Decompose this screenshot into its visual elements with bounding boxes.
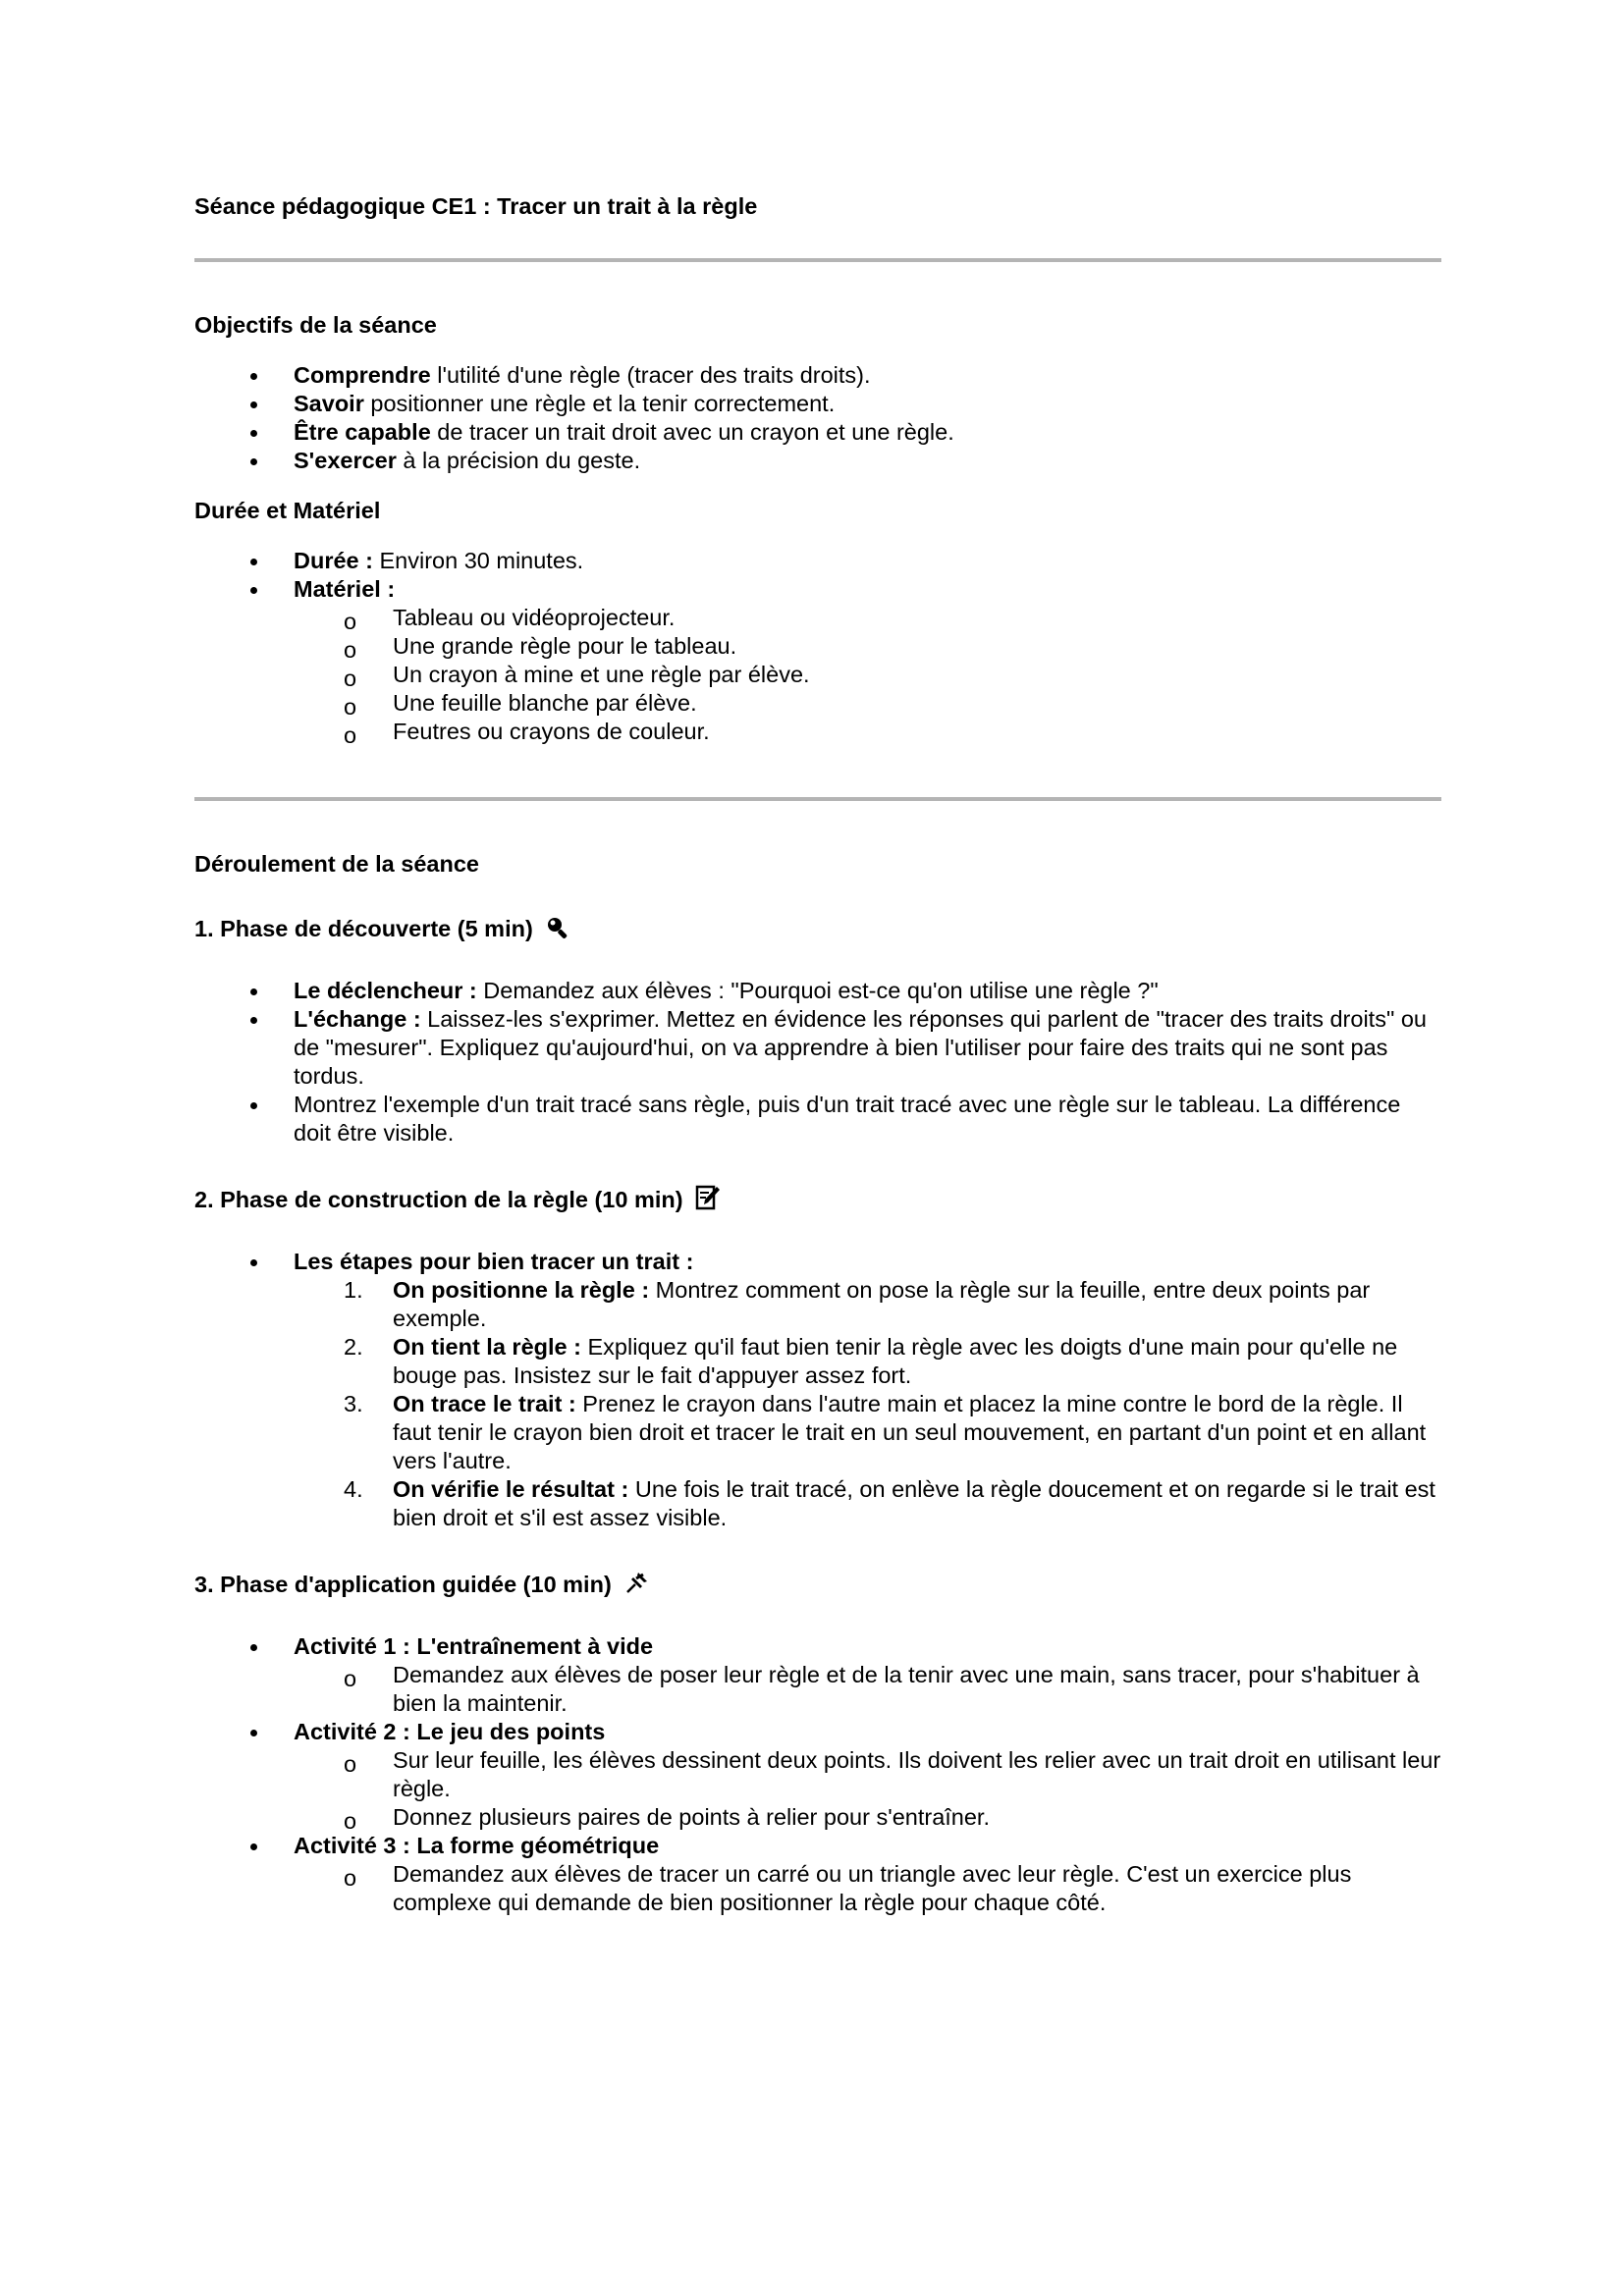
list-item [194, 418, 1441, 447]
bullet-icon [250, 401, 257, 408]
bullet-icon [250, 1644, 257, 1651]
phase2-heading-text: 2. Phase de construction de la règle (10 min) [194, 1187, 683, 1212]
bullet-icon [250, 988, 257, 995]
circle-bullet-icon: o [344, 1865, 357, 1891]
item-text: Demandez aux élèves : "Pourquoi est-ce qu'on utilise une règle ?" [476, 978, 1159, 1003]
circle-bullet-icon: o [344, 637, 357, 663]
list-item [194, 1718, 1441, 1832]
list-item [194, 575, 1441, 746]
bullet-icon [250, 1730, 257, 1736]
sub-item-text: Une grande règle pour le tableau. [393, 633, 737, 659]
list-item [194, 977, 1441, 1005]
circle-bullet-icon: o [344, 1808, 357, 1834]
bullet-icon [250, 559, 257, 565]
activity-sublist [194, 1860, 1441, 1917]
phase3-list [194, 1632, 1441, 1917]
separator [194, 797, 1441, 801]
circle-bullet-icon: o [344, 1666, 357, 1691]
step-text: Prenez le crayon dans l'autre main et placez la mine contre le bord de la règle. Il faut tenir le crayon bien droit et tracer le trait en un seul mouvement, en partant d'un point et en allant vers l'autre. [393, 1391, 1427, 1473]
sub-item-text: Tableau ou vidéoprojecteur. [393, 605, 676, 630]
bullet-icon [250, 1259, 257, 1266]
duration-list [194, 547, 1441, 746]
step-number: 2. [344, 1334, 363, 1360]
memo-pencil-icon [695, 1184, 721, 1218]
activity-sublist [194, 1661, 1441, 1718]
activity-title: Activité 1 : L'entraînement à vide [294, 1633, 654, 1659]
bullet-icon [250, 458, 257, 465]
objectives-heading: Objectifs de la séance [194, 312, 437, 338]
list-item [194, 390, 1441, 418]
sub-item [194, 1860, 1441, 1917]
sub-item-text: Donnez plusieurs paires de points à relier pour s'entraîner. [393, 1804, 990, 1830]
deroulement-heading: Déroulement de la séance [194, 851, 479, 877]
activity-sublist [194, 1746, 1441, 1832]
step-item [194, 1276, 1441, 1333]
sub-item [194, 718, 1441, 746]
sub-item-text: Un crayon à mine et une règle par élève. [393, 662, 810, 687]
item-text: Laissez-les s'exprimer. Mettez en évidence les réponses qui parlent de "tracer des traits droits" ou de "mesurer". Expliquez qu'aujourd'hui, on va apprendre à bien l'utiliser pour faire des traits qui ne sont pas tordus. [294, 1006, 1427, 1089]
pin-icon [623, 1569, 651, 1603]
item-text: l'utilité d'une règle (tracer des traits droits). [430, 362, 871, 388]
item-text: positionner une règle et la tenir correctement. [363, 391, 836, 416]
item-bold: Le déclencheur : [294, 978, 477, 1003]
sub-item [194, 661, 1441, 689]
phase2-heading [194, 1184, 1441, 1218]
step-number: 4. [344, 1476, 363, 1502]
item-bold: Comprendre [294, 362, 431, 388]
step-item [194, 1390, 1441, 1475]
step-item [194, 1475, 1441, 1532]
phase1-list [194, 977, 1441, 1148]
step-bold: On vérifie le résultat : [393, 1476, 629, 1502]
phase3-heading-text: 3. Phase d'application guidée (10 min) [194, 1572, 612, 1597]
list-item [194, 1832, 1441, 1917]
item-bold: Durée : [294, 548, 373, 573]
item-text: de tracer un trait droit avec un crayon et une règle. [430, 419, 954, 445]
list-item [194, 547, 1441, 575]
sub-item-text: Feutres ou crayons de couleur. [393, 719, 710, 744]
sub-item-text: Une feuille blanche par élève. [393, 690, 697, 716]
step-bold: On trace le trait : [393, 1391, 576, 1416]
list-item [194, 361, 1441, 390]
step-text: Expliquez qu'il faut bien tenir la règle avec les doigts d'une main pour qu'elle ne bouge pas. Insistez sur le fait d'appuyer assez fort. [393, 1334, 1398, 1388]
list-item [194, 1005, 1441, 1091]
sub-item-text: Demandez aux élèves de poser leur règle et de la tenir avec une main, sans tracer, pour s'habituer à bien la maintenir. [393, 1662, 1420, 1716]
sub-item-text: Demandez aux élèves de tracer un carré ou un triangle avec leur règle. C'est un exercice plus complexe qui demande de bien positionner la règle pour chaque côté. [393, 1861, 1352, 1915]
step-text: Une fois le trait tracé, on enlève la règle doucement et on regarde si le trait est bien droit et s'il est assez visible. [393, 1476, 1435, 1530]
circle-bullet-icon: o [344, 1751, 357, 1777]
circle-bullet-icon: o [344, 666, 357, 691]
item-bold: S'exercer [294, 448, 397, 473]
bullet-icon [250, 587, 257, 594]
sub-item [194, 632, 1441, 661]
separator [194, 258, 1441, 262]
item-bold: Matériel : [294, 576, 396, 602]
item-bold: Être capable [294, 419, 431, 445]
phase1-heading-text: 1. Phase de découverte (5 min) [194, 916, 533, 941]
step-bold: On tient la règle : [393, 1334, 581, 1360]
phase3-heading [194, 1569, 1441, 1603]
circle-bullet-icon: o [344, 609, 357, 634]
phase2-list [194, 1248, 1441, 1532]
list-item [194, 1248, 1441, 1532]
list-item [194, 1091, 1441, 1148]
objectives-list [194, 361, 1441, 475]
activity-title: Activité 3 : La forme géométrique [294, 1833, 660, 1858]
sub-item [194, 1661, 1441, 1718]
bullet-icon [250, 373, 257, 380]
bullet-icon [250, 1017, 257, 1024]
sub-item [194, 604, 1441, 632]
document-title: Séance pédagogique CE1 : Tracer un trait à la règle [194, 193, 758, 219]
phase1-heading [194, 915, 1441, 947]
item-text: à la précision du geste. [396, 448, 641, 473]
item-bold: Les étapes pour bien tracer un trait : [294, 1249, 694, 1274]
list-item [194, 447, 1441, 475]
sub-item [194, 1803, 1441, 1832]
step-item [194, 1333, 1441, 1390]
steps-list [194, 1276, 1441, 1532]
item-bold: L'échange : [294, 1006, 421, 1032]
item-text: Environ 30 minutes. [372, 548, 584, 573]
activity-title: Activité 2 : Le jeu des points [294, 1719, 606, 1744]
step-number: 1. [344, 1277, 363, 1303]
materials-sublist [194, 604, 1441, 746]
duration-heading: Durée et Matériel [194, 498, 381, 523]
item-bold: Savoir [294, 391, 364, 416]
list-item [194, 1632, 1441, 1718]
bullet-icon [250, 1102, 257, 1109]
step-number: 3. [344, 1391, 363, 1416]
step-bold: On positionne la règle : [393, 1277, 650, 1303]
bullet-icon [250, 430, 257, 437]
circle-bullet-icon: o [344, 694, 357, 720]
sub-item [194, 1746, 1441, 1803]
item-text: Montrez l'exemple d'un trait tracé sans règle, puis d'un trait tracé avec une règle sur le tableau. La différence doit être visible. [294, 1092, 1401, 1146]
magnifying-glass-icon [545, 915, 570, 947]
sub-item [194, 689, 1441, 718]
circle-bullet-icon: o [344, 722, 357, 748]
step-text: Montrez comment on pose la règle sur la feuille, entre deux points par exemple. [393, 1277, 1371, 1331]
sub-item-text: Sur leur feuille, les élèves dessinent deux points. Ils doivent les relier avec un trait droit en utilisant leur règle. [393, 1747, 1441, 1801]
document-body [194, 192, 1441, 1939]
bullet-icon [250, 1843, 257, 1850]
